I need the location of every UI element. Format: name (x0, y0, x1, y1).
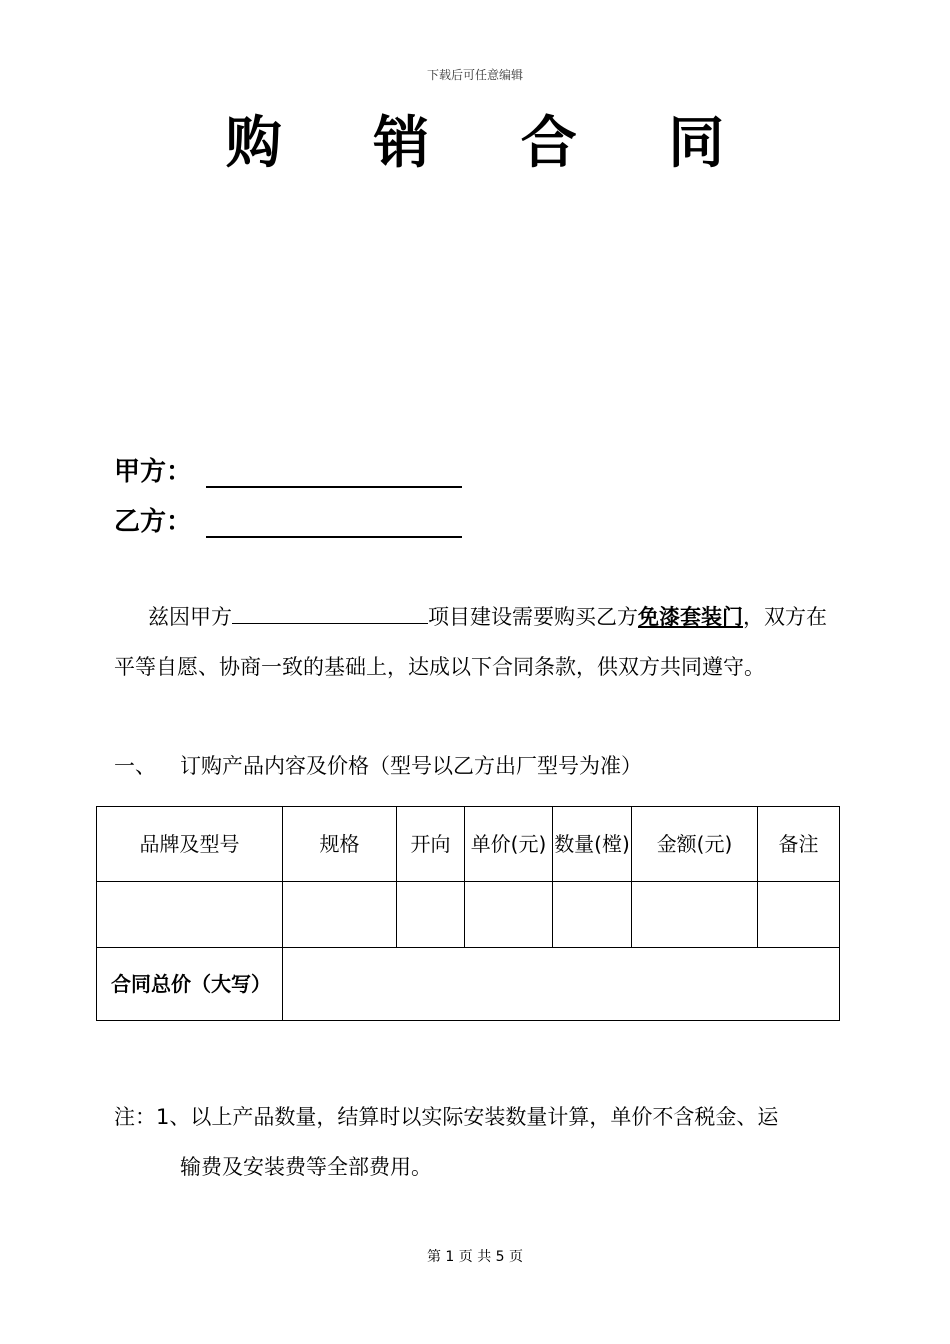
party-a-line (114, 452, 462, 488)
note-line-1: 注：1、以上产品数量，结算时以实际安装数量计算，单价不含税金、运 (114, 1105, 779, 1129)
header-remarks: 备注 (758, 807, 840, 882)
table-cell (553, 882, 632, 948)
table-cell (758, 882, 840, 948)
price-table (96, 806, 840, 1021)
table-cell (465, 882, 553, 948)
section-1-number: 一、 (114, 754, 156, 778)
project-blank (232, 601, 428, 624)
total-price-value (283, 948, 840, 1021)
intro-paragraph (114, 592, 844, 692)
page-footer: 第 1 页 共 5 页 (426, 1249, 524, 1265)
header-amount: 金额(元) (632, 807, 758, 882)
party-a-label: 甲方： (114, 457, 193, 487)
intro-middle: 项目建设需要购买乙方 (428, 605, 638, 629)
party-b-label: 乙方： (114, 507, 193, 537)
total-price-label: 合同总价（大写） (97, 948, 283, 1021)
table-header-row (97, 807, 840, 882)
table-row (97, 882, 840, 948)
header-quantity: 数量(樘) (553, 807, 632, 882)
table-cell (283, 882, 397, 948)
party-b-line (114, 502, 462, 538)
intro-suffix: ，双方在平等自愿、协商一致的基础上，达成以下合同条款，供双方共同遵守。 (114, 605, 827, 679)
header-opening: 开向 (397, 807, 465, 882)
intro-prefix: 兹因甲方 (148, 605, 232, 629)
product-name: 免漆套装门 (638, 605, 743, 629)
document-title: 购 销 合 同 (225, 111, 761, 176)
note-paragraph (114, 1092, 854, 1192)
table-cell (397, 882, 465, 948)
table-cell (97, 882, 283, 948)
header-spec: 规格 (283, 807, 397, 882)
note-line-2: 输费及安装费等全部费用。 (180, 1155, 432, 1179)
section-1-heading (114, 750, 642, 782)
party-a-blank (206, 458, 462, 488)
table-cell (632, 882, 758, 948)
total-row (97, 948, 840, 1021)
party-b-blank (206, 508, 462, 538)
header-unit-price: 单价(元) (465, 807, 553, 882)
header-brand-model: 品牌及型号 (97, 807, 283, 882)
header-note: 下载后可任意编辑 (426, 68, 523, 82)
section-1-title: 订购产品内容及价格（型号以乙方出厂型号为准） (180, 754, 642, 778)
